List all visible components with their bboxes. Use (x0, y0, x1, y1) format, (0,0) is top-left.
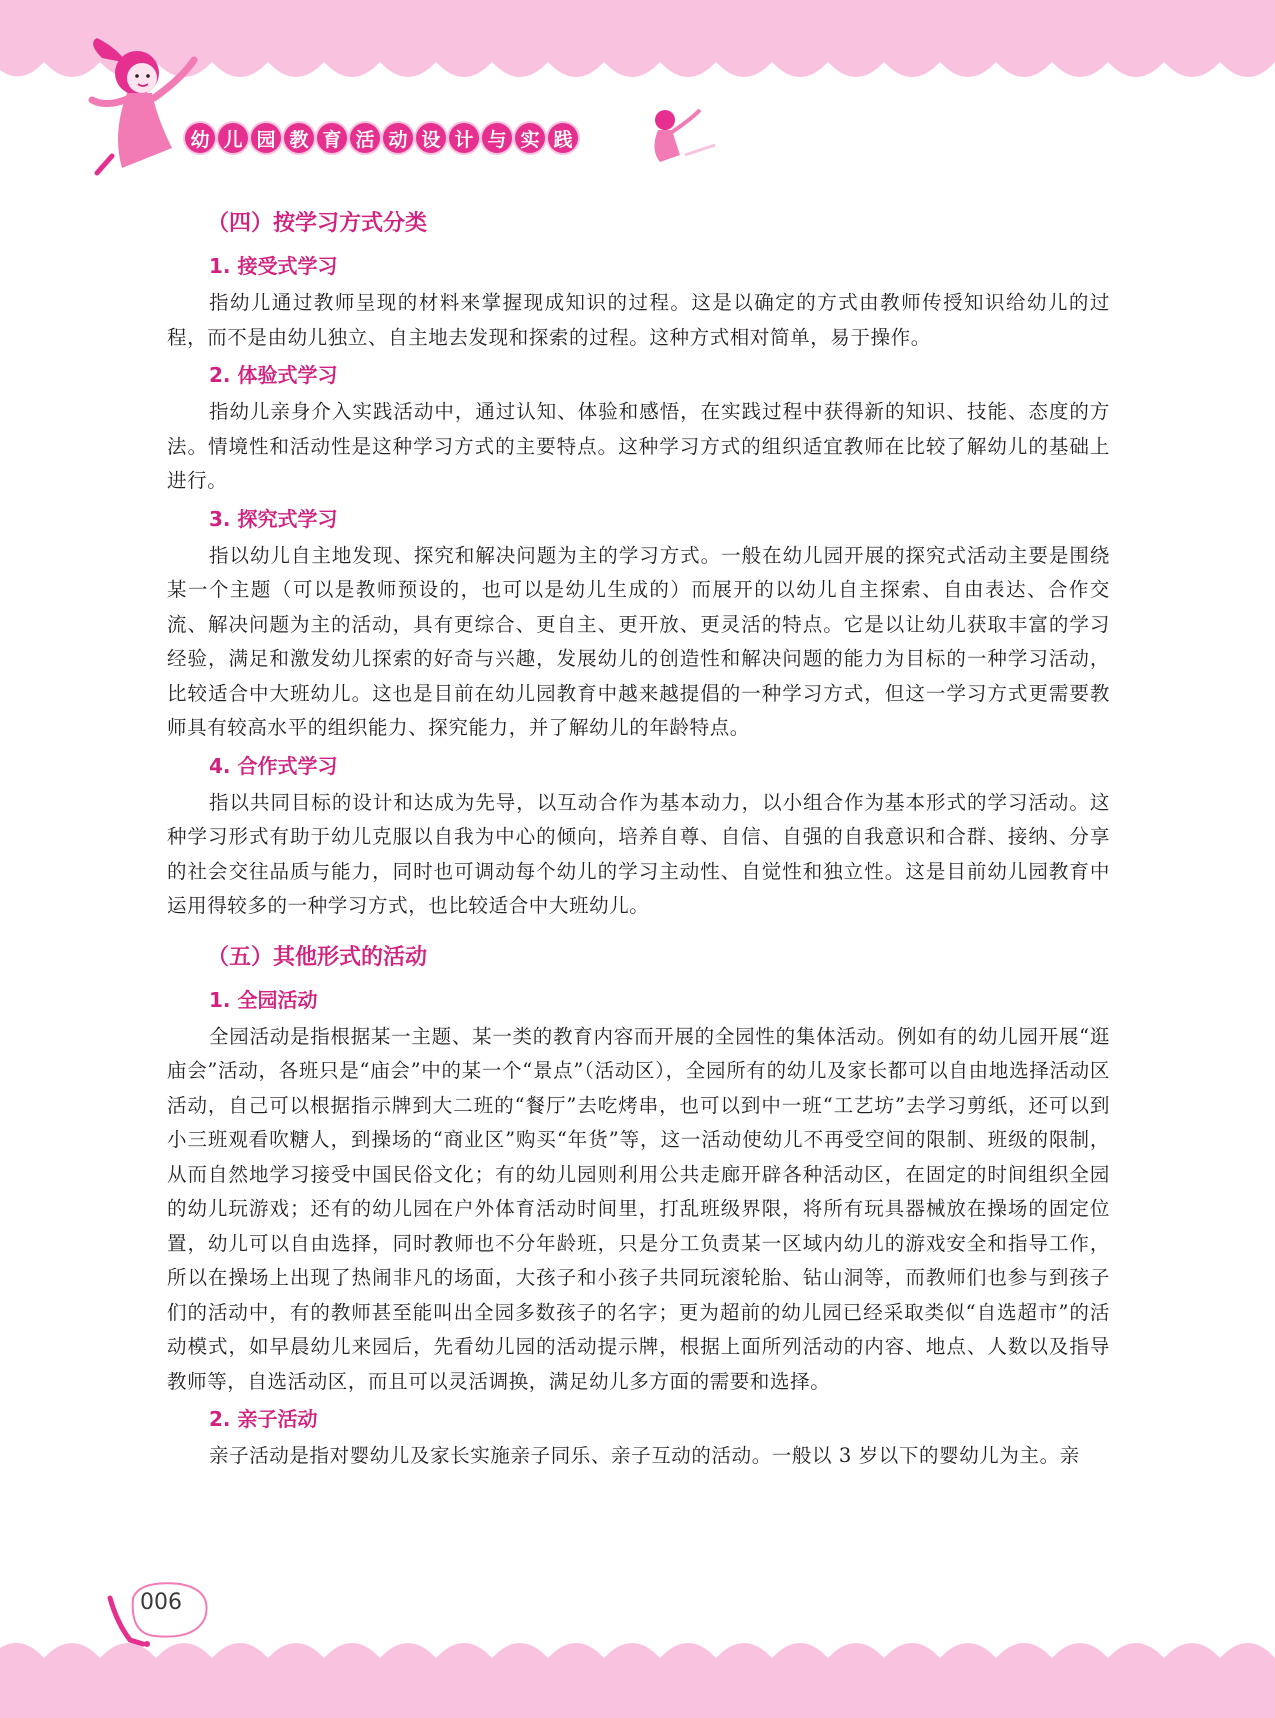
title-char: 践 (548, 123, 578, 153)
title-char: 计 (449, 123, 479, 153)
page-number: 006 (140, 1590, 182, 1615)
section-title-5: （五）其他形式的活动 (207, 943, 428, 970)
subsection-title: 4. 合作式学习 (209, 753, 338, 778)
title-char: 儿 (218, 123, 248, 153)
paragraph: 指以幼儿自主地发现、探究和解决问题为主的学习方式。一般在幼儿园开展的探究式活动主要是围绕某一个主题（可以是教师预设的，也可以是幼儿生成的）而展开的以幼儿自主探索、自由表达、合作交流、解决问题为主的活动，具有更综合、更自主、更开放、更灵活的特点。它是以让幼儿获取丰富的学习经验，满足和激发幼儿探索的好奇与兴趣，发展幼儿的创造性和解决问题的能力为目标的一种学习活动，比较适合中大班幼儿。这也是目前在幼儿园教育中越来越提倡的一种学习方式，但这一学习方式更需要教师具有较高水平的组织能力、探究能力，并了解幼儿的年龄特点。 (167, 543, 1110, 739)
paragraph: 亲子活动是指对婴幼儿及家长实施亲子同乐、亲子互动的活动。一般以 3 岁以下的婴幼儿为主。亲 (209, 1444, 1080, 1467)
paragraph: 指幼儿通过教师呈现的材料来掌握现成知识的过程。这是以确定的方式由教师传授知识给幼儿的过程，而不是由幼儿独立、自主地去发现和探索的过程。这种方式相对简单，易于操作。 (167, 291, 1110, 349)
title-char: 教 (284, 123, 314, 153)
subsection-title: 1. 接受式学习 (209, 254, 338, 278)
title-char: 实 (515, 123, 545, 153)
paragraph: 全园活动是指根据某一主题、某一类的教育内容而开展的全园性的集体活动。例如有的幼儿园开展“逛庙会”活动，各班只是“庙会”中的某一个“景点”（活动区），全园所有的幼儿及家长都可以自由地选择活动区活动，自己可以根据指示牌到大二班的“餐厅”去吃烤串，也可以到中一班“工艺坊”去学习剪纸，还可以到小三班观看吹糖人，到操场的“商业区”购买“年货”等，这一活动使幼儿不再受空间的限制、班级的限制，从而自然地学习接受中国民俗文化；有的幼儿园则利用公共走廊开辟各种活动区，在固定的时间组织全园的幼儿玩游戏；还有的幼儿园在户外体育活动时间里，打乱班级界限，将所有玩具器械放在操场的固定位置，幼儿可以自由选择，同时教师也不分年龄班，只是分工负责某一区域内幼儿的游戏安全和指导工作，所以在操场上出现了热闹非凡的场面，大孩子和小孩子共同玩滚轮胎、钻山洞等，而教师们也参与到孩子们的活动中，有的教师甚至能叫出全园多数孩子的名字；更为超前的幼儿园已经采取类似“自选超市”的活动模式，如早晨幼儿来园后，先看幼儿园的活动提示牌，根据上面所列活动的内容、地点、人数以及指导教师等，自选活动区，而且可以灵活调换，满足幼儿多方面的需要和选择。 (167, 1024, 1110, 1393)
subsection-title: 2. 体验式学习 (209, 363, 338, 387)
paragraph: 指以共同目标的设计和达成为先导，以互动合作为基本动力，以小组合作为基本形式的学习活动。这种学习形式有助于幼儿克服以自我为中心的倾向，培养自尊、自信、自强的自我意识和合群、接纳、分享的社会交往品质与能力，同时也可调动每个幼儿的学习主动性、自觉性和独立性。这是目前幼儿园教育中运用得较多的一种学习方式，也比较适合中大班幼儿。 (167, 790, 1110, 917)
title-char: 幼 (185, 123, 215, 153)
title-char: 动 (383, 123, 413, 153)
title-char: 与 (482, 123, 512, 153)
title-char: 活 (350, 123, 380, 153)
subsection-title: 3. 探究式学习 (209, 506, 338, 531)
subsection-title: 2. 亲子活动 (209, 1407, 318, 1431)
fairy-girl-illustration (82, 38, 212, 178)
page-content (167, 200, 1110, 1474)
paragraph: 指幼儿亲身介入实践活动中，通过认知、体验和感悟，在实践过程中获得新的知识、技能、态度的方法。情境性和活动性是这种学习方式的主要特点。这种学习方式的组织适宜教师在比较了解幼儿的基础上进行。 (167, 400, 1110, 492)
title-char: 设 (416, 123, 446, 153)
title-char: 园 (251, 123, 281, 153)
section-title-4: （四）按学习方式分类 (207, 210, 428, 236)
title-char: 育 (317, 123, 347, 153)
book-title (185, 123, 578, 153)
small-fairy-illustration (630, 100, 720, 170)
subsection-title: 1. 全园活动 (209, 987, 318, 1012)
